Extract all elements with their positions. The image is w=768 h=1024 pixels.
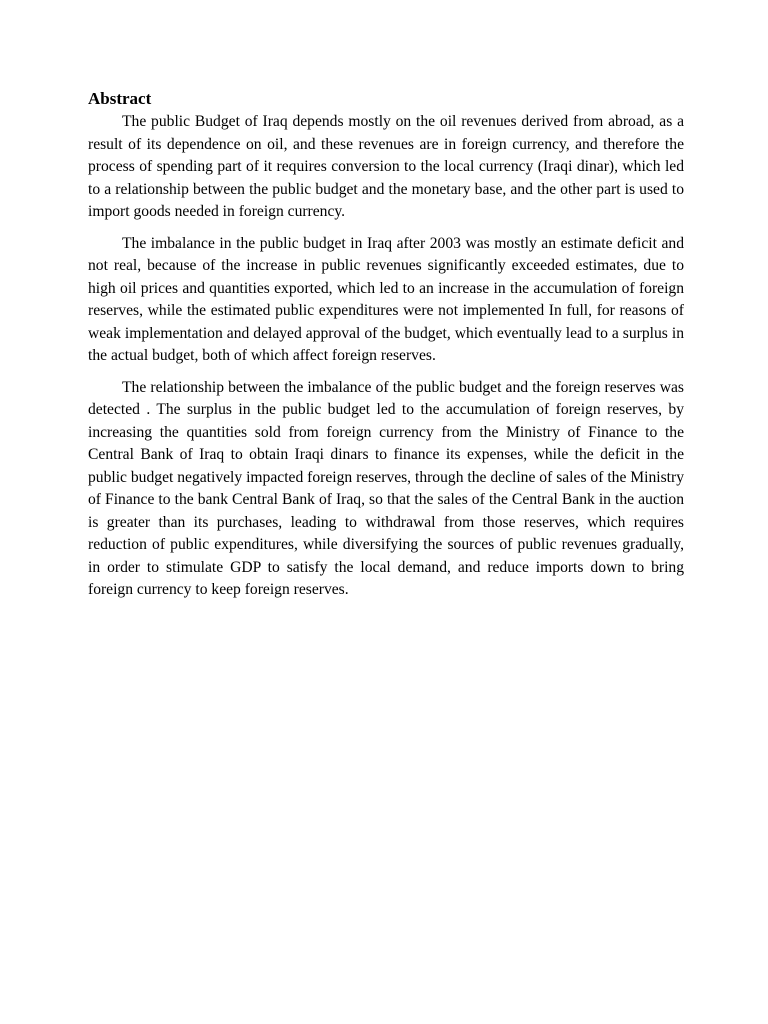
abstract-paragraph-3: The relationship between the imbalance of the public budget and the foreign reserves was detected . The surplus in the public budget led to the accumulation of foreign reserves, by increasing the quantities sold from foreign currency from the Ministry of Finance to the Central Bank of Iraq to obtain Iraqi dinars to finance its expenses, while the deficit in the public budget negatively impacted foreign reserves, through the decline of sales of the Ministry of Finance to the bank Central Bank of Iraq, so that the sales of the Central Bank in the auction is greater than its purchases, leading to withdrawal from those reserves, which requires reduction of public expenditures, while diversifying the sources of public revenues gradually, in order to stimulate GDP to satisfy the local demand, and reduce imports down to bring foreign currency to keep foreign reserves. — [88, 378, 684, 598]
abstract-heading: Abstract — [88, 89, 152, 108]
abstract-paragraph-1: The public Budget of Iraq depends mostly on the oil revenues derived from abroad, as a result of its dependence on oil, and these revenues are in foreign currency, and therefore the process of spending part of it requires conversion to the local currency (Iraqi dinar), which led to a relationship between the public budget and the monetary base, and the other part is used to import goods needed in foreign currency. — [88, 113, 684, 220]
abstract-paragraph-2: The imbalance in the public budget in Iraq after 2003 was mostly an estimate deficit and not real, because of the increase in public revenues significantly exceeded estimates, due to high oil prices and quantities exported, which led to an increase in the accumulation of foreign reserves, while the estimated public expenditures were not implemented In full, for reasons of weak implementation and delayed approval of the budget, which eventually lead to a surplus in the actual budget, both of which affect foreign reserves. — [88, 234, 684, 364]
abstract-section — [88, 88, 684, 611]
